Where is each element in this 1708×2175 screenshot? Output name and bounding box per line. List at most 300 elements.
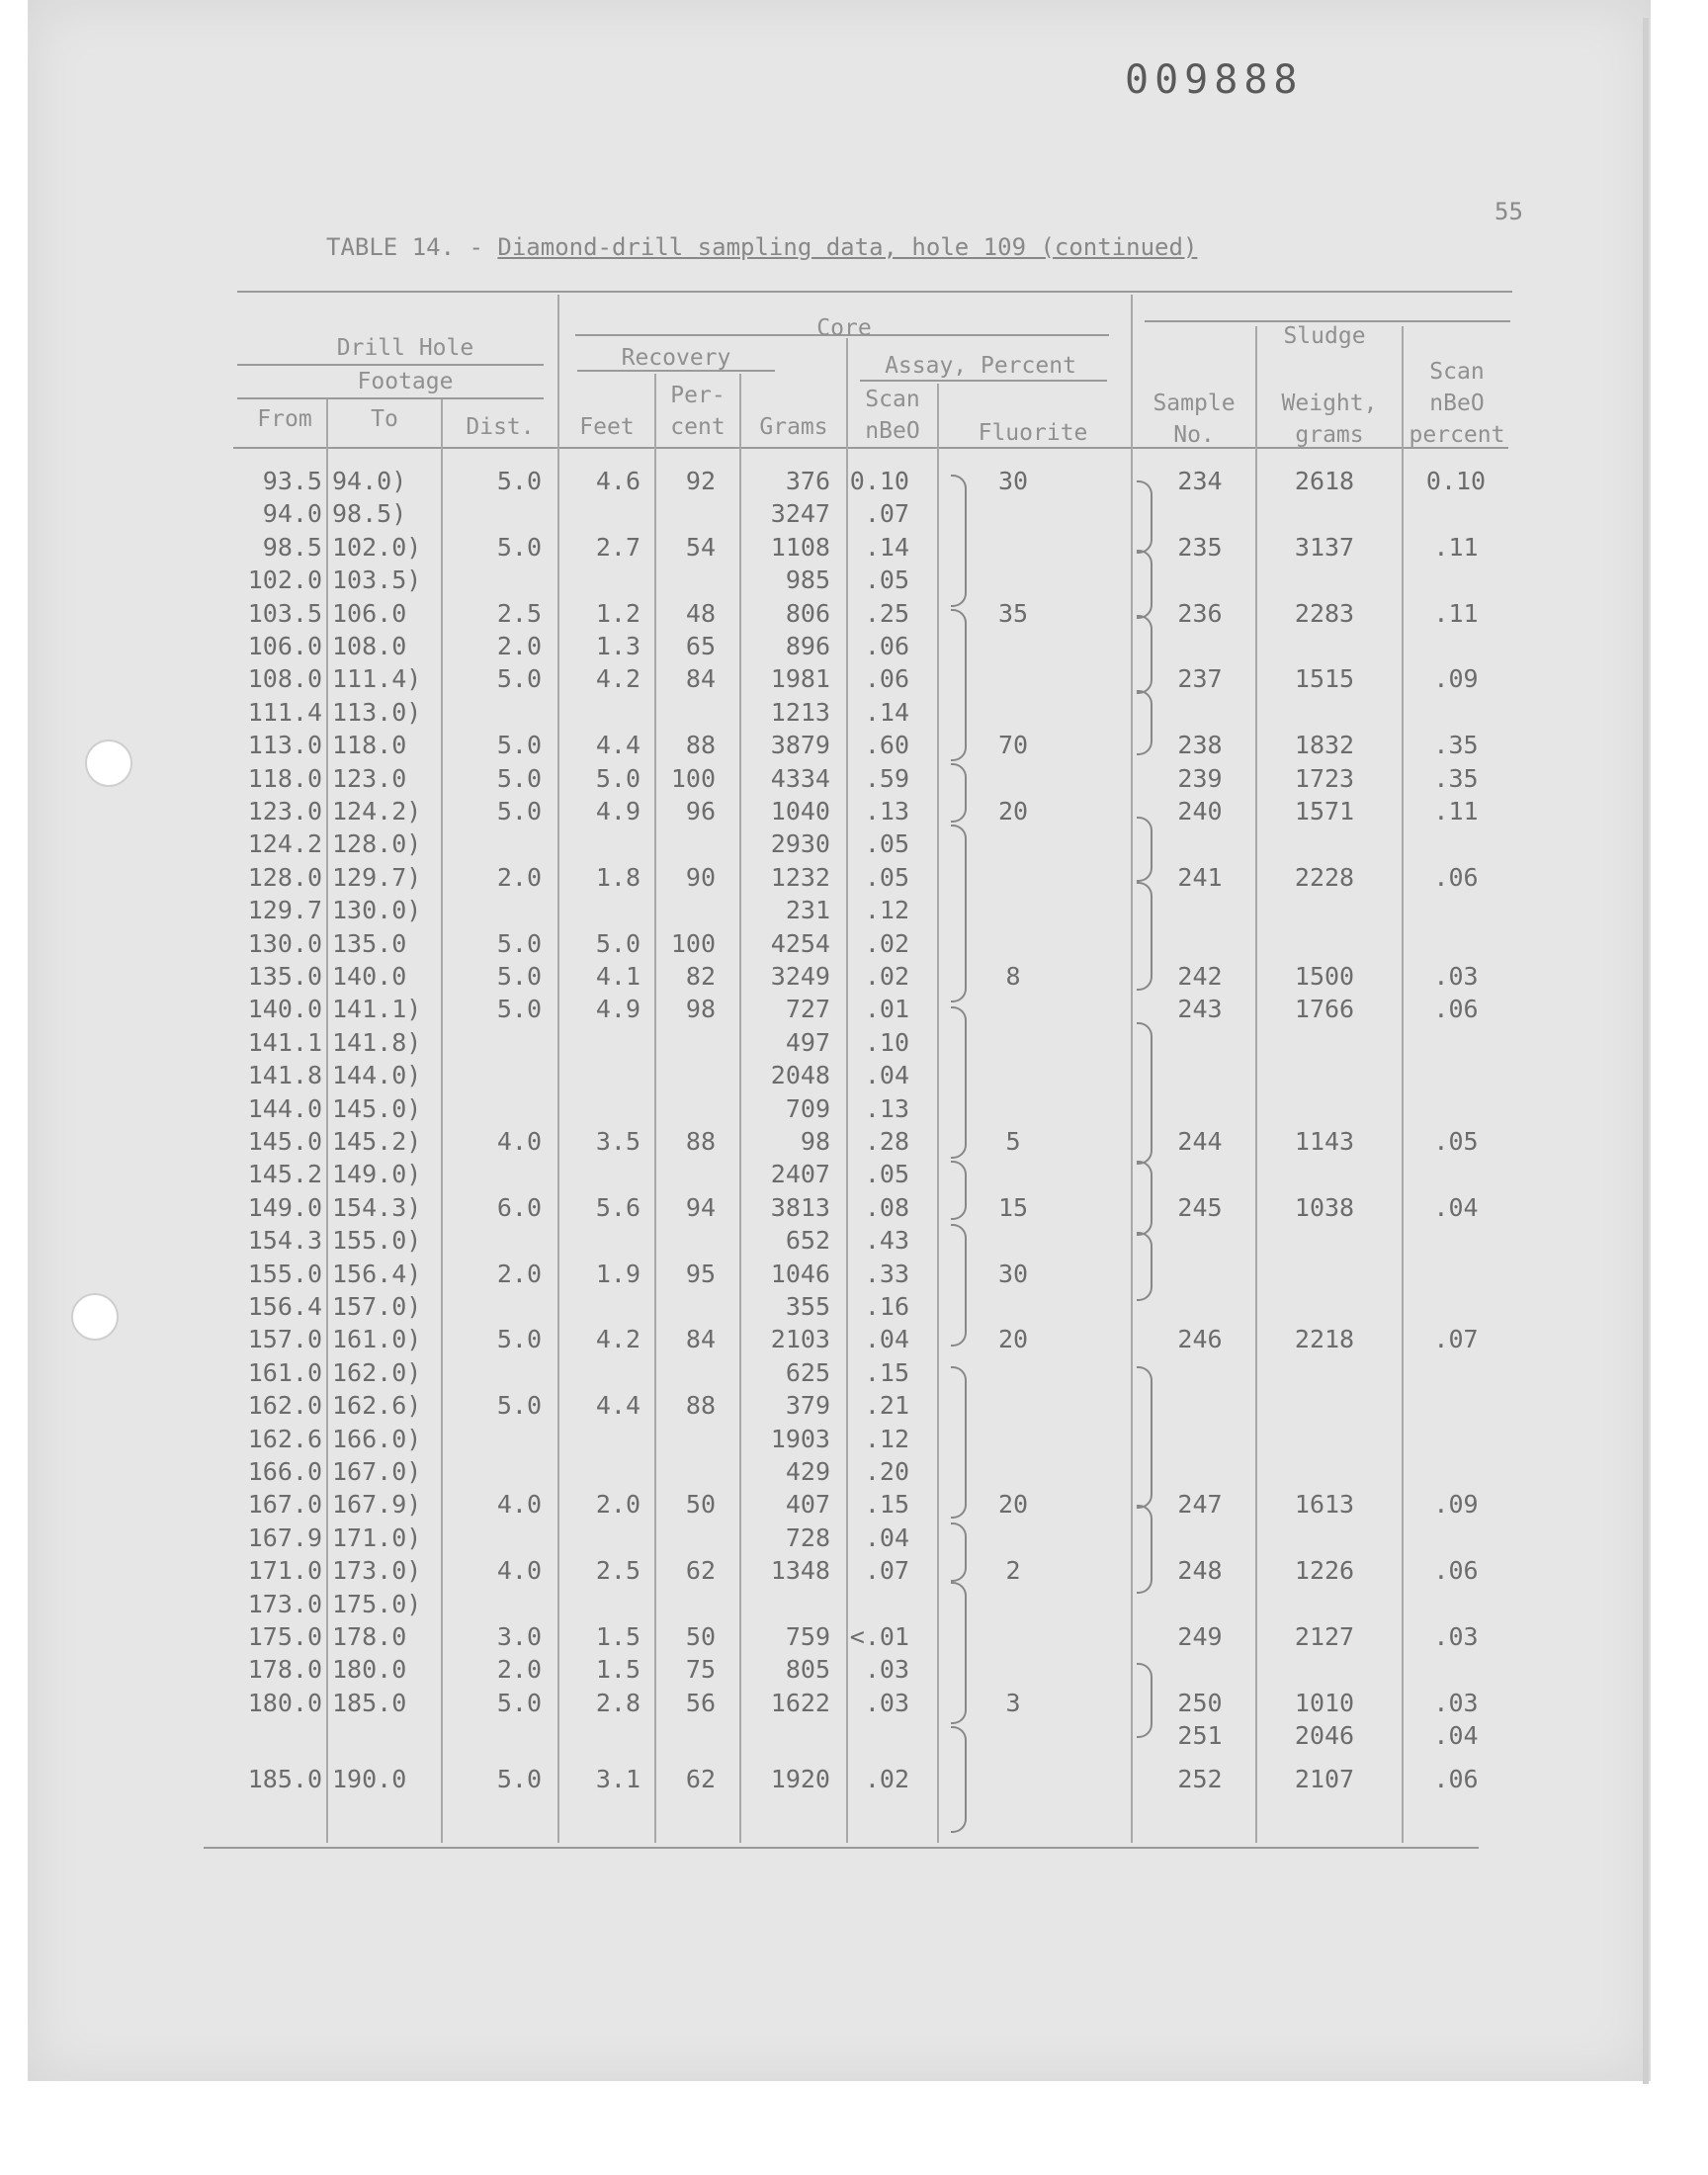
cell-feet: 2.8	[595, 1688, 640, 1717]
cell-dist: 4.0	[496, 1490, 542, 1520]
cell-pct: 62	[685, 1556, 716, 1586]
cell-to: 94.0)	[332, 467, 407, 495]
cell-dist: 5.0	[496, 664, 542, 694]
cell-from: 167.9	[247, 1522, 322, 1552]
cell-weight: 1143	[1294, 1127, 1355, 1156]
cell-from: 154.3	[247, 1226, 322, 1256]
cell-from: 155.0	[247, 1259, 322, 1288]
header-scan-line1: Scan	[865, 387, 920, 412]
cell-sample: 236	[1177, 598, 1223, 628]
header-percent-line1: Per-	[670, 383, 726, 408]
cell-sscan: .09	[1433, 1490, 1479, 1520]
cell-grams: 4334	[770, 763, 830, 793]
cell-grams: 231	[785, 896, 830, 925]
cell-sscan: .03	[1433, 962, 1479, 991]
cell-from: 144.0	[247, 1093, 322, 1123]
cell-dist: 3.0	[496, 1622, 542, 1651]
header-sludge-scan-line3: percent	[1409, 422, 1505, 448]
cell-feet: 4.2	[595, 1325, 640, 1354]
cell-to: 167.0)	[332, 1457, 422, 1486]
cell-feet: 1.9	[595, 1259, 640, 1288]
cell-sscan: .11	[1433, 532, 1479, 562]
cell-sample: 243	[1177, 995, 1223, 1024]
cell-to: 154.3)	[332, 1192, 422, 1222]
cell-grams: 3247	[770, 499, 830, 529]
cell-sample: 239	[1177, 763, 1223, 793]
cell-grams: 497	[785, 1027, 830, 1057]
cell-dist: 5.0	[496, 1325, 542, 1354]
cell-weight: 1500	[1294, 962, 1355, 991]
cell-to: 129.7)	[332, 862, 422, 892]
cell-sscan: .03	[1433, 1622, 1479, 1651]
cell-grams: 1622	[770, 1688, 830, 1717]
cell-fluorite: 20	[997, 1490, 1029, 1520]
cell-dist: 5.0	[496, 928, 542, 958]
bracket-mark	[951, 1006, 967, 1159]
cell-sample: 249	[1177, 1622, 1223, 1651]
cell-scan: .04	[864, 1325, 909, 1354]
cell-from: 162.6	[247, 1424, 322, 1453]
cell-grams: 1108	[770, 532, 830, 562]
cell-scan: .02	[864, 1764, 909, 1793]
cell-sscan: .35	[1433, 731, 1479, 760]
cell-scan: .15	[864, 1490, 909, 1520]
cell-scan: .02	[864, 962, 909, 991]
header-sample-line1: Sample	[1153, 391, 1236, 416]
col-line-core-sludge	[1131, 295, 1133, 1843]
cell-scan: .60	[864, 731, 909, 760]
cell-sample: 235	[1177, 532, 1223, 562]
cell-fluorite: 8	[1005, 962, 1021, 991]
cell-feet: 1.5	[595, 1622, 640, 1651]
cell-weight: 1010	[1294, 1688, 1355, 1717]
cell-grams: 805	[785, 1655, 830, 1685]
cell-sscan: .04	[1433, 1721, 1479, 1751]
cell-pct: 96	[685, 797, 716, 826]
cell-from: 145.2	[247, 1160, 322, 1189]
table-title-main: Diamond-drill sampling data, hole 109 (continued)	[497, 233, 1198, 261]
cell-from: 161.0	[247, 1357, 322, 1387]
cell-scan: .14	[864, 532, 909, 562]
punch-hole-upper	[85, 740, 132, 787]
cell-from: 130.0	[247, 928, 322, 958]
cell-scan: .07	[864, 1556, 909, 1586]
bracket-mark	[1137, 550, 1153, 619]
cell-scan: .15	[864, 1357, 909, 1387]
cell-pct: 48	[685, 598, 716, 628]
cell-grams: 376	[785, 467, 830, 495]
cell-feet: 2.0	[595, 1490, 640, 1520]
cell-pct: 88	[685, 1127, 716, 1156]
cell-sscan: .09	[1433, 664, 1479, 694]
cell-sscan: .06	[1433, 862, 1479, 892]
col-line-dist-feet	[557, 295, 559, 1843]
cell-weight: 1226	[1294, 1556, 1355, 1586]
cell-scan: .04	[864, 1061, 909, 1090]
cell-pct: 50	[685, 1490, 716, 1520]
cell-to: 149.0)	[332, 1160, 422, 1189]
header-scan-line2: nBeO	[865, 418, 920, 444]
cell-fluorite: 20	[997, 797, 1029, 826]
bracket-mark	[1137, 1161, 1153, 1236]
bracket-mark	[1137, 690, 1153, 755]
cell-scan: .14	[864, 697, 909, 727]
cell-to: 118.0	[332, 731, 407, 760]
cell-to: 102.0)	[332, 532, 422, 562]
cell-to: 178.0	[332, 1622, 407, 1651]
cell-grams: 1981	[770, 664, 830, 694]
cell-grams: 3813	[770, 1192, 830, 1222]
cell-feet: 4.9	[595, 995, 640, 1024]
header-footage: Footage	[357, 369, 454, 394]
cell-grams: 727	[785, 995, 830, 1024]
cell-sample: 241	[1177, 862, 1223, 892]
bracket-mark	[1137, 817, 1153, 882]
cell-from: 140.0	[247, 995, 322, 1024]
cell-to: 162.0)	[332, 1357, 422, 1387]
cell-from: 145.0	[247, 1127, 322, 1156]
cell-grams: 355	[785, 1292, 830, 1321]
cell-sscan: .06	[1433, 1764, 1479, 1793]
cell-to: 161.0)	[332, 1325, 422, 1354]
cell-scan: .13	[864, 1093, 909, 1123]
cell-grams: 1348	[770, 1556, 830, 1586]
bracket-mark	[951, 1161, 967, 1220]
cell-scan: .28	[864, 1127, 909, 1156]
punch-hole-lower	[71, 1293, 119, 1341]
cell-grams: 1040	[770, 797, 830, 826]
cell-to: 185.0	[332, 1688, 407, 1717]
cell-scan: .08	[864, 1192, 909, 1222]
cell-dist: 2.5	[496, 598, 542, 628]
cell-scan: .05	[864, 829, 909, 859]
header-assay-percent: Assay, Percent	[885, 353, 1076, 379]
cell-pct: 100	[670, 763, 716, 793]
cell-to: 124.2)	[332, 797, 422, 826]
cell-from: 93.5	[262, 467, 322, 495]
cell-to: 140.0	[332, 962, 407, 991]
cell-to: 171.0)	[332, 1522, 422, 1552]
cell-scan: <.01	[849, 1622, 909, 1651]
cell-from: 108.0	[247, 664, 322, 694]
cell-sscan: 0.10	[1425, 467, 1487, 495]
cell-scan: .06	[864, 664, 909, 694]
bracket-mark	[1137, 1232, 1153, 1301]
cell-grams: 2048	[770, 1061, 830, 1090]
cell-to: 111.4)	[332, 664, 422, 694]
cell-weight: 1766	[1294, 995, 1355, 1024]
cell-from: 129.7	[247, 896, 322, 925]
cell-pct: 54	[685, 532, 716, 562]
cell-from: 141.1	[247, 1027, 322, 1057]
cell-sscan: .04	[1433, 1192, 1479, 1222]
cell-weight: 2283	[1294, 598, 1355, 628]
cell-dist: 5.0	[496, 1391, 542, 1421]
cell-sample: 247	[1177, 1490, 1223, 1520]
cell-grams: 4254	[770, 928, 830, 958]
page-number: 55	[1494, 198, 1523, 225]
bracket-mark	[951, 1366, 967, 1519]
header-sludge: Sludge	[1283, 323, 1366, 349]
cell-dist: 4.0	[496, 1127, 542, 1156]
cell-weight: 2127	[1294, 1622, 1355, 1651]
cell-sscan: .05	[1433, 1127, 1479, 1156]
cell-grams: 379	[785, 1391, 830, 1421]
cell-sample: 248	[1177, 1556, 1223, 1586]
cell-from: 103.5	[247, 598, 322, 628]
header-fluorite: Fluorite	[978, 420, 1088, 446]
header-dist: Dist.	[466, 414, 535, 440]
cell-sscan: .35	[1433, 763, 1479, 793]
cell-scan: .43	[864, 1226, 909, 1256]
header-from: From	[257, 406, 312, 432]
cell-sample: 234	[1177, 467, 1223, 495]
cell-scan: .01	[864, 995, 909, 1024]
cell-fluorite: 3	[1005, 1688, 1021, 1717]
cell-grams: 3879	[770, 731, 830, 760]
bracket-mark	[1137, 480, 1153, 554]
cell-from: 175.0	[247, 1622, 322, 1651]
cell-to: 106.0	[332, 598, 407, 628]
bracket-mark	[1137, 882, 1153, 991]
cell-from: 98.5	[262, 532, 322, 562]
cell-from: 118.0	[247, 763, 322, 793]
cell-grams: 1920	[770, 1764, 830, 1793]
cell-scan: .33	[864, 1259, 909, 1288]
cell-to: 156.4)	[332, 1259, 422, 1288]
cell-dist: 2.0	[496, 862, 542, 892]
cell-from: 149.0	[247, 1192, 322, 1222]
cell-grams: 2103	[770, 1325, 830, 1354]
cell-grams: 896	[785, 632, 830, 660]
cell-sample: 237	[1177, 664, 1223, 694]
cell-weight: 2218	[1294, 1325, 1355, 1354]
cell-to: 166.0)	[332, 1424, 422, 1453]
cell-grams: 652	[785, 1226, 830, 1256]
cell-from: 185.0	[247, 1764, 322, 1793]
assay-group-rule	[860, 380, 1107, 382]
cell-feet: 4.4	[595, 731, 640, 760]
cell-weight: 1832	[1294, 731, 1355, 760]
cell-feet: 4.9	[595, 797, 640, 826]
cell-scan: .13	[864, 797, 909, 826]
cell-weight: 3137	[1294, 532, 1355, 562]
header-weight-line1: Weight,	[1281, 391, 1378, 416]
bracket-mark	[951, 1726, 967, 1833]
cell-scan: 0.10	[849, 467, 909, 495]
header-grams: Grams	[759, 414, 828, 440]
cell-fluorite: 35	[997, 598, 1029, 628]
cell-from: 113.0	[247, 731, 322, 760]
cell-to: 113.0)	[332, 697, 422, 727]
cell-to: 144.0)	[332, 1061, 422, 1090]
cell-dist: 5.0	[496, 731, 542, 760]
cell-feet: 5.6	[595, 1192, 640, 1222]
cell-from: 171.0	[247, 1556, 322, 1586]
cell-dist: 2.0	[496, 1259, 542, 1288]
cell-sample: 246	[1177, 1325, 1223, 1354]
cell-sscan: .06	[1433, 995, 1479, 1024]
cell-weight: 2228	[1294, 862, 1355, 892]
cell-from: 156.4	[247, 1292, 322, 1321]
bracket-mark	[1137, 615, 1153, 694]
col-line-scan-fluorite	[937, 384, 939, 1843]
cell-scan: .07	[864, 499, 909, 529]
cell-scan: .02	[864, 928, 909, 958]
bracket-mark	[951, 1224, 967, 1347]
header-recovery: Recovery	[621, 345, 731, 371]
cell-weight: 1613	[1294, 1490, 1355, 1520]
header-sample-line2: No.	[1173, 422, 1215, 448]
cell-sample: 242	[1177, 962, 1223, 991]
cell-grams: 429	[785, 1457, 830, 1486]
cell-scan: .05	[864, 1160, 909, 1189]
cell-to: 141.1)	[332, 995, 422, 1024]
cell-grams: 1213	[770, 697, 830, 727]
cell-from: 135.0	[247, 962, 322, 991]
cell-feet: 4.1	[595, 962, 640, 991]
cell-scan: .21	[864, 1391, 909, 1421]
cell-to: 162.6)	[332, 1391, 422, 1421]
cell-pct: 88	[685, 1391, 716, 1421]
header-to: To	[371, 406, 398, 432]
cell-grams: 98	[800, 1127, 830, 1156]
cell-scan: .59	[864, 763, 909, 793]
header-core: Core	[816, 315, 872, 341]
cell-to: 180.0	[332, 1655, 407, 1685]
cell-from: 106.0	[247, 632, 322, 660]
bracket-mark	[1137, 1505, 1153, 1594]
bracket-mark	[1137, 1663, 1153, 1738]
bracket-mark	[951, 475, 967, 607]
cell-pct: 88	[685, 731, 716, 760]
cell-to: 167.9)	[332, 1490, 422, 1520]
cell-to: 98.5)	[332, 499, 407, 529]
cell-weight: 2107	[1294, 1764, 1355, 1793]
cell-feet: 5.0	[595, 928, 640, 958]
cell-to: 173.0)	[332, 1556, 422, 1586]
cell-sample: 245	[1177, 1192, 1223, 1222]
bracket-mark	[951, 1522, 967, 1582]
page-edge-shadow	[1643, 18, 1649, 2084]
cell-weight: 1038	[1294, 1192, 1355, 1222]
cell-fluorite: 30	[997, 467, 1029, 495]
cell-to: 175.0)	[332, 1589, 422, 1618]
header-sludge-scan-line1: Scan	[1429, 359, 1485, 385]
cell-pct: 56	[685, 1688, 716, 1717]
cell-scan: .12	[864, 896, 909, 925]
cell-dist: 2.0	[496, 632, 542, 660]
cell-feet: 4.2	[595, 664, 640, 694]
cell-dist: 5.0	[496, 532, 542, 562]
cell-grams: 985	[785, 566, 830, 595]
cell-to: 141.8)	[332, 1027, 422, 1057]
cell-feet: 3.1	[595, 1764, 640, 1793]
cell-from: 157.0	[247, 1325, 322, 1354]
col-line-sample-weight	[1255, 326, 1257, 1843]
drill-hole-rule	[237, 364, 544, 366]
cell-dist: 5.0	[496, 1688, 542, 1717]
cell-to: 108.0	[332, 632, 407, 660]
cell-from: 173.0	[247, 1589, 322, 1618]
cell-grams: 759	[785, 1622, 830, 1651]
table-top-rule	[237, 291, 1512, 293]
cell-weight: 1515	[1294, 664, 1355, 694]
cell-grams: 2407	[770, 1160, 830, 1189]
cell-feet: 5.0	[595, 763, 640, 793]
cell-pct: 84	[685, 1325, 716, 1354]
cell-to: 130.0)	[332, 896, 422, 925]
cell-dist: 5.0	[496, 763, 542, 793]
cell-scan: .06	[864, 632, 909, 660]
cell-weight: 1571	[1294, 797, 1355, 826]
cell-sscan: .03	[1433, 1688, 1479, 1717]
cell-pct: 92	[685, 467, 716, 495]
cell-to: 155.0)	[332, 1226, 422, 1256]
bracket-mark	[951, 609, 967, 761]
header-feet: Feet	[579, 414, 635, 440]
cell-grams: 709	[785, 1093, 830, 1123]
cell-to: 190.0	[332, 1764, 407, 1793]
cell-dist: 5.0	[496, 962, 542, 991]
document-number: 009888	[1125, 57, 1304, 103]
cell-pct: 62	[685, 1764, 716, 1793]
cell-pct: 100	[670, 928, 716, 958]
cell-from: 111.4	[247, 697, 322, 727]
cell-scan: .05	[864, 566, 909, 595]
bracket-mark	[951, 763, 967, 823]
cell-fluorite: 2	[1005, 1556, 1021, 1586]
cell-grams: 407	[785, 1490, 830, 1520]
cell-dist: 5.0	[496, 1764, 542, 1793]
cell-dist: 4.0	[496, 1556, 542, 1586]
cell-dist: 2.0	[496, 1655, 542, 1685]
cell-to: 145.2)	[332, 1127, 422, 1156]
cell-grams: 1903	[770, 1424, 830, 1453]
cell-fluorite: 15	[997, 1192, 1029, 1222]
cell-pct: 98	[685, 995, 716, 1024]
cell-scan: .10	[864, 1027, 909, 1057]
table-title-prefix: TABLE 14. -	[326, 233, 498, 261]
cell-from: 178.0	[247, 1655, 322, 1685]
header-sludge-scan-line2: nBeO	[1429, 391, 1485, 416]
cell-feet: 1.5	[595, 1655, 640, 1685]
cell-scan: .04	[864, 1522, 909, 1552]
cell-scan: .20	[864, 1457, 909, 1486]
header-drill-hole: Drill Hole	[336, 335, 474, 361]
cell-sscan: .11	[1433, 797, 1479, 826]
cell-from: 162.0	[247, 1391, 322, 1421]
cell-feet: 2.5	[595, 1556, 640, 1586]
cell-sample: 251	[1177, 1721, 1223, 1751]
cell-sample: 244	[1177, 1127, 1223, 1156]
cell-fluorite: 20	[997, 1325, 1029, 1354]
cell-scan: .16	[864, 1292, 909, 1321]
cell-to: 157.0)	[332, 1292, 422, 1321]
cell-grams: 2930	[770, 829, 830, 859]
cell-grams: 806	[785, 598, 830, 628]
cell-sample: 238	[1177, 731, 1223, 760]
cell-scan: .03	[864, 1655, 909, 1685]
cell-feet: 4.6	[595, 467, 640, 495]
cell-sscan: .11	[1433, 598, 1479, 628]
cell-feet: 1.2	[595, 598, 640, 628]
cell-to: 103.5)	[332, 566, 422, 595]
cell-feet: 1.8	[595, 862, 640, 892]
cell-sample: 240	[1177, 797, 1223, 826]
cell-from: 167.0	[247, 1490, 322, 1520]
cell-feet: 1.3	[595, 632, 640, 660]
